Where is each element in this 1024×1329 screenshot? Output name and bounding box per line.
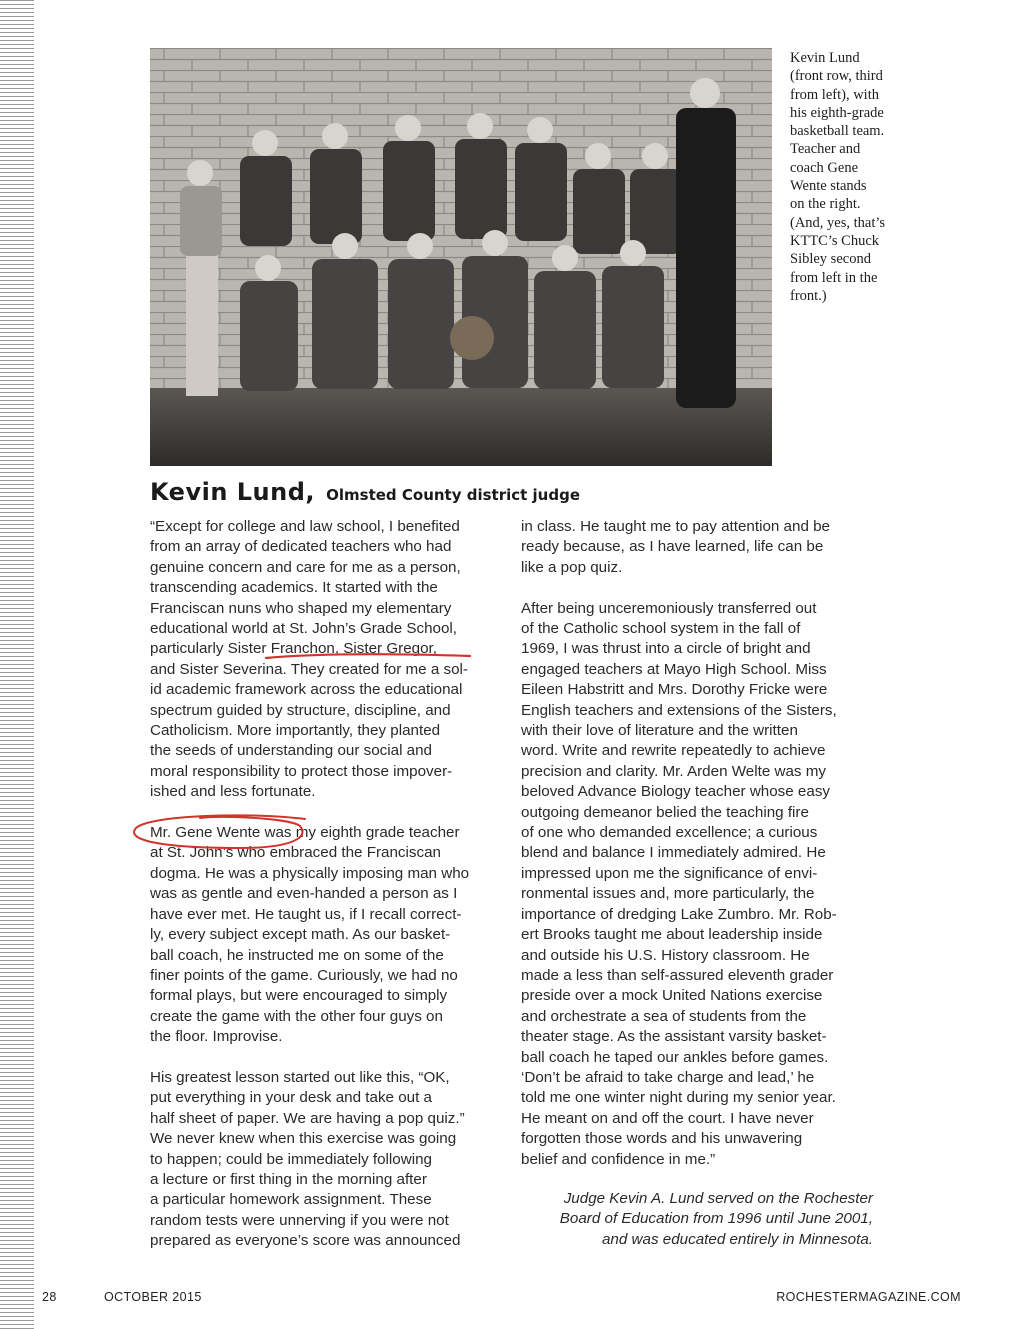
text-line: importance of dredging Lake Zumbro. Mr. Rob- (521, 905, 837, 923)
caption-line: on the right. (790, 196, 861, 213)
text-line: “Except for college and law school, I benefited (150, 518, 460, 535)
text-line: Mr. Gene Wente was my eighth grade teacher (150, 824, 460, 842)
website-url: ROCHESTERMAGAZINE.COM (776, 1290, 961, 1304)
text-line: preside over a mock United Nations exercise (521, 987, 823, 1005)
text-line: beloved Advance Biology teacher whose easy (521, 783, 831, 801)
caption-line: basketball team. (790, 123, 885, 140)
text-line: told me one winter night during my senior year. (521, 1089, 836, 1107)
text-line: formal plays, but were encouraged to simply (150, 987, 448, 1005)
caption-line: (front row, third (790, 68, 883, 85)
text-line: a particular homework assignment. These (150, 1191, 432, 1209)
team-photo-illustration (150, 48, 772, 466)
text-line: spectrum guided by structure, discipline, and (150, 701, 451, 719)
paragraph (521, 599, 881, 1170)
text-line: put everything in your desk and take out a (150, 1089, 432, 1107)
text-line: transcending academics. It started with the (150, 579, 438, 597)
text-line: particularly Sister Franchon, Sister Gregor, (150, 640, 437, 658)
text-line: the floor. Improvise. (150, 1028, 283, 1046)
text-line: Catholicism. More importantly, they planted (150, 722, 441, 740)
text-line: ball coach, he instructed me on some of the (150, 946, 444, 964)
paragraph (150, 823, 510, 1047)
text-line: theater stage. As the assistant varsity basket- (521, 1028, 827, 1046)
text-line: impressed upon me the significance of envi- (521, 864, 818, 882)
text-line: Franciscan nuns who shaped my elementary (150, 599, 452, 617)
text-line: finer points of the game. Curiously, we had no (150, 966, 458, 984)
text-line: create the game with the other four guys on (150, 1007, 443, 1025)
caption-line: (And, yes, that’s (790, 214, 886, 231)
caption-line: Wente stands (790, 178, 867, 195)
article-headline (150, 478, 580, 506)
text-line: moral responsibility to protect those impover- (150, 762, 453, 780)
caption-line: Kevin Lund (790, 50, 860, 66)
text-line: ronmental issues and, more particularly, the (521, 885, 815, 903)
team-photo (150, 48, 772, 466)
margin-stripe-decoration (0, 0, 34, 1329)
caption-line: from left), with (790, 86, 879, 103)
text-line: English teachers and extensions of the Sisters, (521, 701, 837, 719)
paragraph (150, 517, 510, 803)
issue-date: OCTOBER 2015 (104, 1290, 202, 1304)
text-line: After being unceremoniously transferred out (521, 599, 817, 617)
text-line: id academic framework across the educational (150, 681, 463, 699)
text-line: Eileen Habstritt and Mrs. Dorothy Fricke were (521, 681, 828, 699)
caption-line: Teacher and (790, 141, 861, 158)
text-line: engaged teachers at Mayo High School. Miss (521, 660, 827, 678)
text-line: in class. He taught me to pay attention and be (521, 518, 831, 535)
text-line: made a less than self-assured eleventh grader (521, 966, 834, 984)
text-line: a lecture or first thing in the morning after (150, 1170, 427, 1188)
text-line: of one who demanded excellence; a curious (521, 824, 818, 842)
text-line: ished and less fortunate. (150, 783, 316, 801)
text-line: forgotten those words and his unwavering (521, 1130, 803, 1148)
text-line: the seeds of understanding our social and (150, 742, 433, 760)
text-line: He meant on and off the court. I have never (521, 1109, 814, 1127)
text-line: prepared as everyone’s score was announced (150, 1232, 461, 1250)
right-text-column (521, 517, 881, 1190)
bio-line: and was educated entirely in Minnesota. (601, 1230, 873, 1248)
text-line: word. Write and rewrite repeatedly to achieve (521, 742, 826, 760)
text-line: dogma. He was a physically imposing man who (150, 864, 470, 882)
text-line: genuine concern and care for me as a person, (150, 558, 461, 576)
bio-line: Board of Education from 1996 until June 2001, (559, 1210, 873, 1228)
text-line: 1969, I was thrust into a circle of bright and (521, 640, 811, 658)
text-line: have ever met. He taught us, if I recall correct- (150, 905, 462, 923)
text-line: and Sister Severina. They created for me a sol- (150, 660, 468, 678)
author-bio (521, 1189, 873, 1250)
headline-role: Olmsted County district judge (326, 486, 580, 504)
text-line: educational world at St. John’s Grade School, (150, 620, 458, 638)
text-line: and outside his U.S. History classroom. He (521, 946, 810, 964)
text-line: ball coach he taped our ankles before games. (521, 1048, 829, 1066)
text-line: with their love of literature and the written (521, 722, 798, 740)
text-line: like a pop quiz. (521, 558, 623, 576)
page-number: 28 (42, 1290, 57, 1304)
caption-line: front.) (790, 287, 827, 304)
text-line: random tests were unnerving if you were not (150, 1211, 449, 1229)
text-line: to happen; could be immediately following (150, 1150, 432, 1168)
bio-line: Judge Kevin A. Lund served on the Rochester (563, 1190, 873, 1207)
caption-line: coach Gene (790, 159, 859, 176)
text-line: We never knew when this exercise was going (150, 1130, 457, 1148)
text-line: from an array of dedicated teachers who had (150, 538, 452, 556)
text-line: ly, every subject except math. As our basket- (150, 926, 451, 944)
caption-line: Sibley second (790, 251, 871, 268)
text-line: of the Catholic school system in the fall of (521, 620, 801, 638)
text-line: was as gentle and even-handed a person as I (150, 885, 458, 903)
text-line: belief and confidence in me.” (521, 1150, 716, 1168)
text-line: half sheet of paper. We are having a pop quiz.” (150, 1109, 465, 1127)
text-line: precision and clarity. Mr. Arden Welte was my (521, 762, 826, 780)
text-line: ‘Don’t be afraid to take charge and lead,’ he (521, 1068, 815, 1086)
text-line: and orchestrate a sea of students from the (521, 1007, 807, 1025)
text-line: ert Brooks taught me about leadership inside (521, 926, 823, 944)
caption-line: his eighth-grade (790, 104, 884, 121)
paragraph (150, 1068, 510, 1252)
left-text-column (150, 517, 510, 1272)
text-line: outgoing demeanor belied the teaching fire (521, 803, 809, 821)
headline-name: Kevin Lund, (150, 478, 316, 506)
photo-caption (790, 49, 900, 305)
page-footer (0, 1290, 1024, 1306)
paragraph (521, 517, 881, 578)
text-line: ready because, as I have learned, life can be (521, 538, 824, 556)
caption-line: KTTC’s Chuck (790, 232, 880, 249)
caption-line: from left in the (790, 269, 878, 286)
text-line: His greatest lesson started out like this, “OK, (150, 1068, 450, 1086)
text-line: blend and balance I immediately admired. He (521, 844, 826, 862)
text-line: at St. John’s who embraced the Franciscan (150, 844, 441, 862)
